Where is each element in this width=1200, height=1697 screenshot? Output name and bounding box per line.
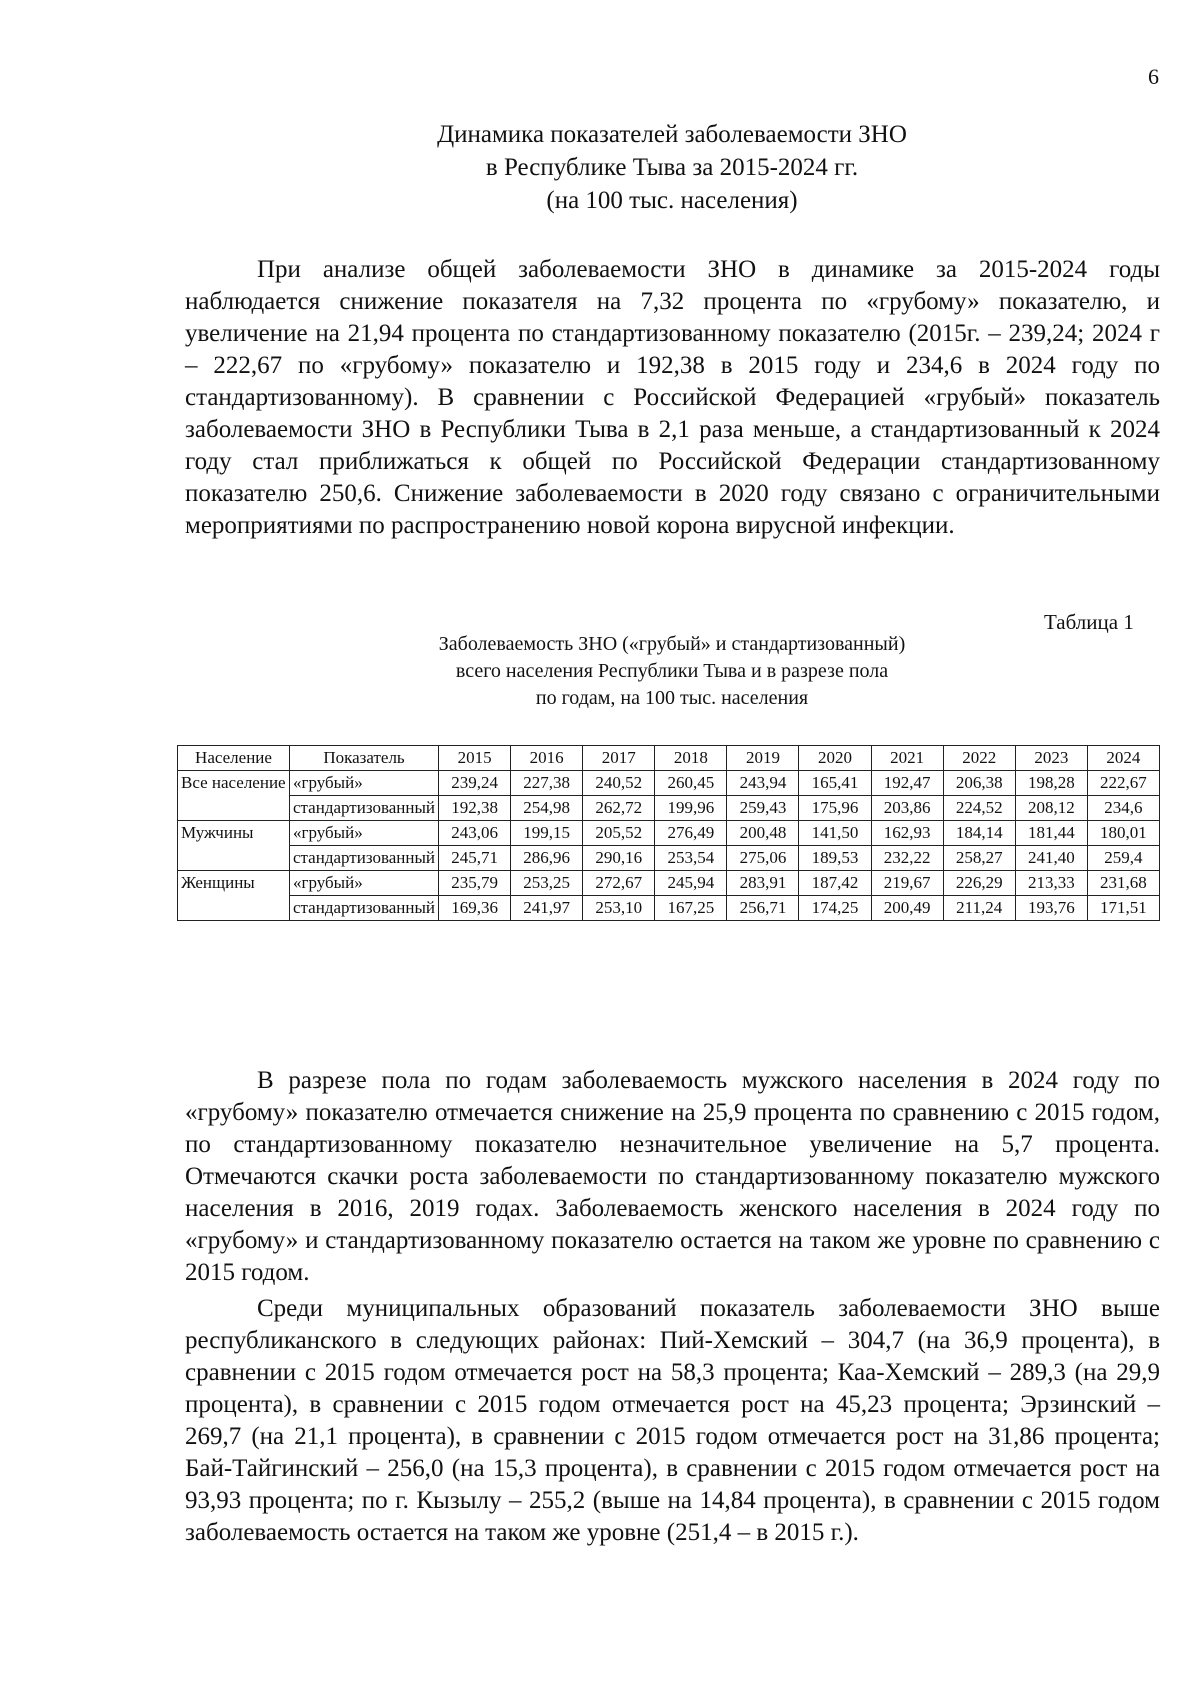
header-year: 2021 (871, 746, 943, 771)
table-cell: 208,12 (1015, 796, 1087, 821)
table-cell: 253,25 (511, 871, 583, 896)
table-cell: 180,01 (1087, 821, 1159, 846)
header-population: Население (178, 746, 290, 771)
table-cell: 231,68 (1087, 871, 1159, 896)
table-cell: 187,42 (799, 871, 871, 896)
table-cell: 200,49 (871, 896, 943, 921)
table-cell: 200,48 (727, 821, 799, 846)
group-name: Все население (178, 771, 290, 821)
table-cell: 192,38 (439, 796, 511, 821)
table-cell: 192,47 (871, 771, 943, 796)
table-cell: 286,96 (511, 846, 583, 871)
header-year: 2019 (727, 746, 799, 771)
indicator-name: «грубый» (290, 771, 439, 796)
table-caption-line-3: по годам, на 100 тыс. населения (535, 687, 809, 709)
table-cell: 253,10 (583, 896, 655, 921)
table-cell: 243,06 (439, 821, 511, 846)
incidence-table (177, 745, 1160, 921)
table-row (178, 846, 1160, 871)
table-cell: 243,94 (727, 771, 799, 796)
table-row (178, 821, 1160, 846)
paragraph-municipalities: Среди муниципальных образований показатель заболеваемости ЗНО выше республиканского в следующих районах: Пий-Хемский – 304,7 (на 36,9 процента), в сравнении с 2015 годом отмечается рост на 58,3 процента; Каа-Хемский – 289,3 (на 29,9 процента), в сравнении с 2015 годом отмечается рост на 45,23 процента; Эрзинский – 269,7 (на 21,1 процента), в сравнении с 2015 годом отмечается рост на 31,86 процента; Бай-Тайгинский – 256,0 (на 15,3 процента), в сравнении с 2015 годом отмечается рост на 93,93 процента; по г. Кызылу – 255,2 (выше на 14,84 процента), в сравнении с 2015 годом заболеваемость остается на таком же уровне (251,4 – в 2015 г.). (185, 1295, 1160, 1546)
table-cell: 272,67 (583, 871, 655, 896)
table-cell: 259,4 (1087, 846, 1159, 871)
table-header-row (178, 746, 1160, 771)
table-cell: 260,45 (655, 771, 727, 796)
table-cell: 226,29 (943, 871, 1015, 896)
table-cell: 235,79 (439, 871, 511, 896)
table-cell: 165,41 (799, 771, 871, 796)
table-cell: 258,27 (943, 846, 1015, 871)
table-cell: 262,72 (583, 796, 655, 821)
header-year: 2018 (655, 746, 727, 771)
header-year: 2024 (1087, 746, 1159, 771)
table-cell: 206,38 (943, 771, 1015, 796)
table-row (178, 871, 1160, 896)
title-line-3: (на 100 тыс. населения) (546, 187, 798, 214)
header-year: 2017 (583, 746, 655, 771)
table-cell: 283,91 (727, 871, 799, 896)
table-caption (322, 631, 1022, 712)
table-cell: 290,16 (583, 846, 655, 871)
table-cell: 213,33 (1015, 871, 1087, 896)
page-number: 6 (1148, 64, 1159, 89)
table-cell: 275,06 (727, 846, 799, 871)
table-cell: 276,49 (655, 821, 727, 846)
header-year: 2020 (799, 746, 871, 771)
table-cell: 211,24 (943, 896, 1015, 921)
indicator-name: стандартизованный (290, 896, 439, 921)
table-cell: 184,14 (943, 821, 1015, 846)
header-year: 2015 (439, 746, 511, 771)
table-row (178, 796, 1160, 821)
title-line-2: в Республике Тыва за 2015-2024 гг. (485, 154, 859, 181)
table-cell: 174,25 (799, 896, 871, 921)
header-year: 2023 (1015, 746, 1087, 771)
indicator-name: «грубый» (290, 821, 439, 846)
table-cell: 169,36 (439, 896, 511, 921)
table-cell: 224,52 (943, 796, 1015, 821)
table-row (178, 896, 1160, 921)
document-title (0, 118, 1200, 217)
paragraph-overview: При анализе общей заболеваемости ЗНО в динамике за 2015-2024 годы наблюдается снижение показателя на 7,32 процента по «грубому» показателю, и увеличение на 21,94 процента по стандартизованному показателю (2015г. – 239,24; 2024 г – 222,67 по «грубому» показателю и 192,38 в 2015 году и 234,6 в 2024 году по стандартизованному). В сравнении с Российской Федерацией «грубый» показатель заболеваемости ЗНО в Республики Тыва в 2,1 раза меньше, а стандартизованный к 2024 году стал приближаться к общей по Российской Федерации стандартизованному показателю 250,6. Снижение заболеваемости в 2020 году связано с ограничительными мероприятиями по распространению новой корона вирусной инфекции. (185, 256, 1160, 539)
group-name: Мужчины (178, 821, 290, 871)
table-cell: 175,96 (799, 796, 871, 821)
table-cell: 205,52 (583, 821, 655, 846)
table-cell: 199,96 (655, 796, 727, 821)
table-cell: 181,44 (1015, 821, 1087, 846)
indicator-name: стандартизованный (290, 796, 439, 821)
table-cell: 245,94 (655, 871, 727, 896)
table-cell: 227,38 (511, 771, 583, 796)
table-cell: 241,40 (1015, 846, 1087, 871)
table-cell: 259,43 (727, 796, 799, 821)
table-cell: 256,71 (727, 896, 799, 921)
table-cell: 203,86 (871, 796, 943, 821)
table-cell: 199,15 (511, 821, 583, 846)
indicator-name: стандартизованный (290, 846, 439, 871)
table-cell: 239,24 (439, 771, 511, 796)
table-cell: 162,93 (871, 821, 943, 846)
header-year: 2016 (511, 746, 583, 771)
table-label: Таблица 1 (1044, 610, 1134, 634)
table-row (178, 771, 1160, 796)
table-cell: 189,53 (799, 846, 871, 871)
indicator-name: «грубый» (290, 871, 439, 896)
table-caption-line-2: всего населения Республики Тыва и в разрезе пола (455, 660, 889, 682)
table-cell: 167,25 (655, 896, 727, 921)
group-name: Женщины (178, 871, 290, 921)
table-cell: 253,54 (655, 846, 727, 871)
table-cell: 245,71 (439, 846, 511, 871)
paragraph-by-sex: В разрезе пола по годам заболеваемость мужского населения в 2024 году по «грубому» показателю отмечается снижение на 25,9 процента по сравнению с 2015 годом, по стандартизованному показателю незначительное увеличение на 5,7 процента. Отмечаются скачки роста заболеваемости по стандартизованному показателю мужского населения в 2016, 2019 годах. Заболеваемость женского населения в 2024 году по «грубому» и стандартизованному показателю остается на таком же уровне по сравнению с 2015 годом. (185, 1067, 1160, 1286)
table-cell: 198,28 (1015, 771, 1087, 796)
table-cell: 232,22 (871, 846, 943, 871)
table-cell: 193,76 (1015, 896, 1087, 921)
table-caption-line-1: Заболеваемость ЗНО («грубый» и стандартизованный) (438, 633, 906, 655)
header-indicator: Показатель (290, 746, 439, 771)
table-cell: 234,6 (1087, 796, 1159, 821)
table-cell: 241,97 (511, 896, 583, 921)
table-cell: 141,50 (799, 821, 871, 846)
table-cell: 219,67 (871, 871, 943, 896)
table-cell: 171,51 (1087, 896, 1159, 921)
header-year: 2022 (943, 746, 1015, 771)
title-line-1: Динамика показателей заболеваемости ЗНО (437, 121, 907, 148)
table-cell: 254,98 (511, 796, 583, 821)
table-cell: 240,52 (583, 771, 655, 796)
table-cell: 222,67 (1087, 771, 1159, 796)
